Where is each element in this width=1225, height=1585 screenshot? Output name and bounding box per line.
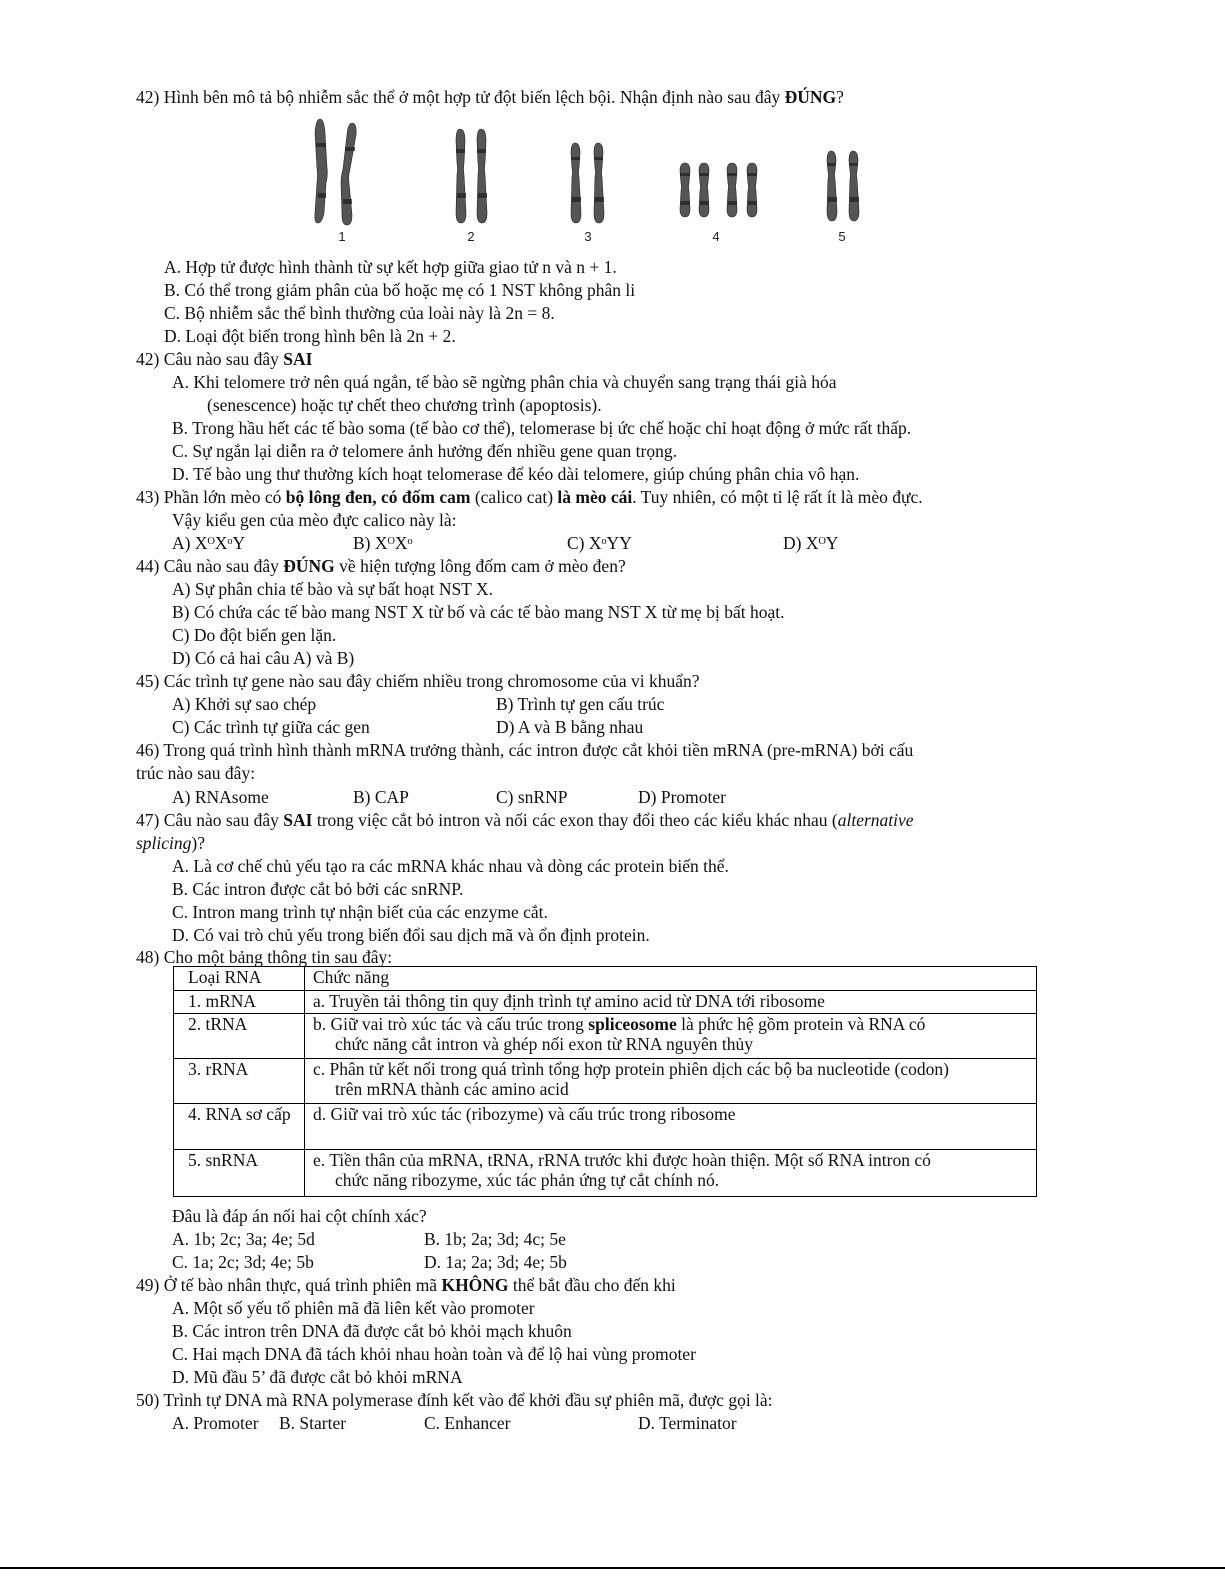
karyotype-label-4: 4	[712, 229, 720, 243]
q46-option-d: D) Promoter	[638, 787, 726, 807]
q44-option-c: C) Do đột biến gen lặn.	[172, 625, 337, 645]
table-header-cell: Loại RNA	[174, 967, 305, 991]
q42b-option-a-cont: (senescence) hoặc tự chết theo chương trình (apoptosis).	[207, 395, 602, 415]
rna-type-cell: 3. rRNA	[174, 1059, 305, 1104]
rna-function-table	[173, 966, 1037, 1197]
page-bottom-rule	[0, 1567, 1225, 1569]
table-row	[174, 1150, 1037, 1197]
q49-option-d: D. Mũ đầu 5’ đã được cắt bỏ khỏi mRNA	[172, 1367, 463, 1387]
table-row	[174, 1059, 1037, 1104]
chromosome-pair-2	[456, 129, 487, 223]
q42a-option-d: D. Loại đột biến trong hình bên là 2n + 2.	[164, 326, 456, 346]
table-row	[174, 1014, 1037, 1059]
q49-option-c: C. Hai mạch DNA đã tách khỏi nhau hoàn toàn và để lộ hai vùng promoter	[172, 1344, 696, 1364]
q42a-option-c: C. Bộ nhiễm sắc thể bình thường của loài này là 2n = 8.	[164, 303, 555, 323]
q45-option-b: B) Trình tự gen cấu trúc	[496, 694, 665, 714]
q49-option-b: B. Các intron trên DNA đã được cắt bỏ khỏi mạch khuôn	[172, 1321, 572, 1341]
q47-option-d: D. Có vai trò chủ yếu trong biến đổi sau dịch mã và ổn định protein.	[172, 925, 650, 945]
q44-option-a: A) Sự phân chia tế bào và sự bất hoạt NST X.	[172, 579, 493, 599]
q46-option-a: A) RNAsome	[172, 787, 269, 807]
chromosome-pair-1	[315, 119, 356, 225]
rna-function-cell: c. Phân tử kết nối trong quá trình tổng hợp protein phiên dịch các bộ ba nucleotide (codon) trên mRNA thành các amino acid	[305, 1059, 1037, 1104]
karyotype-label-1: 1	[338, 229, 346, 243]
q46-stem: 46) Trong quá trình hình thành mRNA trưởng thành, các intron được cắt khỏi tiền mRNA (pre-mRNA) bởi cấu	[136, 740, 914, 760]
karyotype-figure	[300, 113, 890, 243]
q47-option-c: C. Intron mang trình tự nhận biết của các enzyme cắt.	[172, 902, 548, 922]
rna-function-cell: e. Tiền thân của mRNA, tRNA, rRNA trước khi được hoàn thiện. Một số RNA intron có chức năng ribozyme, xúc tác phản ứng tự cắt chính nó.	[305, 1150, 1037, 1197]
q46-stem-line2: trúc nào sau đây:	[136, 763, 256, 783]
q48-question: Đâu là đáp án nối hai cột chính xác?	[172, 1206, 427, 1226]
q48-stem: 48) Cho một bảng thông tin sau đây:	[136, 947, 393, 967]
karyotype-label-3: 3	[584, 229, 592, 243]
rna-function-cell: b. Giữ vai trò xúc tác và cấu trúc trong spliceosome là phức hệ gồm protein và RNA có chức năng cắt intron và ghép nối exon từ RNA nguyên thủy	[305, 1014, 1037, 1059]
q50-option-c: C. Enhancer	[424, 1413, 511, 1433]
q50-option-b: B. Starter	[279, 1413, 347, 1433]
table-header-cell: Chức năng	[305, 967, 1037, 991]
q46-option-b: B) CAP	[353, 787, 409, 807]
q45-option-c: C) Các trình tự giữa các gen	[172, 717, 370, 737]
q43-option-d: D) XᴼY	[783, 533, 839, 553]
q50-option-d: D. Terminator	[638, 1413, 737, 1433]
q47-option-b: B. Các intron được cắt bỏ bởi các snRNP.	[172, 879, 464, 899]
rna-type-cell: 2. tRNA	[174, 1014, 305, 1059]
q42b-option-c: C. Sự ngắn lại diễn ra ở telomere ảnh hưởng đến nhiều gene quan trọng.	[172, 441, 677, 461]
rna-type-cell: 1. mRNA	[174, 991, 305, 1014]
chromosome-pair-5	[827, 151, 859, 221]
q47-stem-line2: splicing)?	[136, 833, 206, 853]
q44-option-d: D) Có cả hai câu A) và B)	[172, 648, 355, 668]
karyotype-label-2: 2	[467, 229, 475, 243]
q50-stem: 50) Trình tự DNA mà RNA polymerase đính kết vào để khởi đầu sự phiên mã, được gọi là:	[136, 1390, 773, 1410]
q43-option-a: A) XᴼXᵒY	[172, 533, 246, 553]
rna-function-cell: d. Giữ vai trò xúc tác (ribozyme) và cấu trúc trong ribosome	[305, 1104, 1037, 1150]
q48-option-a: A. 1b; 2c; 3a; 4e; 5d	[172, 1229, 315, 1249]
chromosome-pair-3	[571, 143, 604, 223]
table-header-row	[174, 967, 1037, 991]
q46-option-c: C) snRNP	[496, 787, 568, 807]
q48-option-c: C. 1a; 2c; 3d; 4e; 5b	[172, 1252, 314, 1272]
q42a-option-a: A. Hợp tử được hình thành từ sự kết hợp giữa giao tử n và n + 1.	[164, 257, 617, 277]
q43-stem-line2: Vậy kiểu gen của mèo đực calico này là:	[172, 510, 457, 530]
q48-option-d: D. 1a; 2a; 3d; 4e; 5b	[424, 1252, 567, 1272]
q45-stem: 45) Các trình tự gene nào sau đây chiếm nhiều trong chromosome của vi khuẩn?	[136, 671, 700, 691]
karyotype-label-5: 5	[838, 229, 846, 243]
q42b-stem: 42) Câu nào sau đây SAI	[136, 349, 313, 369]
q44-option-b: B) Có chứa các tế bào mang NST X từ bố và các tế bào mang NST X từ mẹ bị bất hoạt.	[172, 602, 785, 622]
q43-stem: 43) Phần lớn mèo có bộ lông đen, có đốm cam (calico cat) là mèo cái. Tuy nhiên, có một tỉ lệ rất ít là mèo đực.	[136, 487, 923, 507]
q47-option-a: A. Là cơ chế chủ yếu tạo ra các mRNA khác nhau và dòng các protein biến thể.	[172, 856, 729, 876]
q43-option-b: B) XᴼXᵒ	[353, 533, 413, 553]
q48-option-b: B. 1b; 2a; 3d; 4c; 5e	[424, 1229, 566, 1249]
table-row	[174, 991, 1037, 1014]
q42a-option-b: B. Có thể trong giảm phân của bố hoặc mẹ có 1 NST không phân li	[164, 280, 636, 300]
q42b-option-d: D. Tế bào ung thư thường kích hoạt telomerase để kéo dài telomere, giúp chúng phân chia vô hạn.	[172, 464, 860, 484]
table-row	[174, 1104, 1037, 1150]
q50-option-a: A. Promoter	[172, 1413, 259, 1433]
q42b-option-b: B. Trong hầu hết các tế bào soma (tế bào cơ thể), telomerase bị ức chế hoặc chỉ hoạt động ở mức rất thấp.	[172, 418, 912, 438]
chromosome-group-4	[680, 163, 757, 217]
q49-option-a: A. Một số yếu tố phiên mã đã liên kết vào promoter	[172, 1298, 535, 1318]
rna-function-cell: a. Truyền tải thông tin quy định trình tự amino acid từ DNA tới ribosome	[305, 991, 1037, 1014]
q44-stem: 44) Câu nào sau đây ĐÚNG về hiện tượng lông đốm cam ở mèo đen?	[136, 556, 626, 576]
q49-stem: 49) Ở tế bào nhân thực, quá trình phiên mã KHÔNG thể bắt đầu cho đến khi	[136, 1275, 676, 1295]
q42a-stem: 42) Hình bên mô tả bộ nhiễm sắc thể ở một hợp tử đột biến lệch bội. Nhận định nào sau đây ĐÚNG?	[136, 87, 844, 107]
q42b-option-a: A. Khi telomere trở nên quá ngắn, tế bào sẽ ngừng phân chia và chuyển sang trạng thái già hóa	[172, 372, 837, 392]
q45-option-d: D) A và B bằng nhau	[496, 717, 644, 737]
rna-type-cell: 5. snRNA	[174, 1150, 305, 1197]
q45-option-a: A) Khởi sự sao chép	[172, 694, 317, 714]
q47-stem: 47) Câu nào sau đây SAI trong việc cắt bỏ intron và nối các exon thay đổi theo các kiểu khác nhau (alternative	[136, 810, 914, 830]
rna-type-cell: 4. RNA sơ cấp	[174, 1104, 305, 1150]
q43-option-c: C) XᵒYY	[567, 533, 632, 553]
